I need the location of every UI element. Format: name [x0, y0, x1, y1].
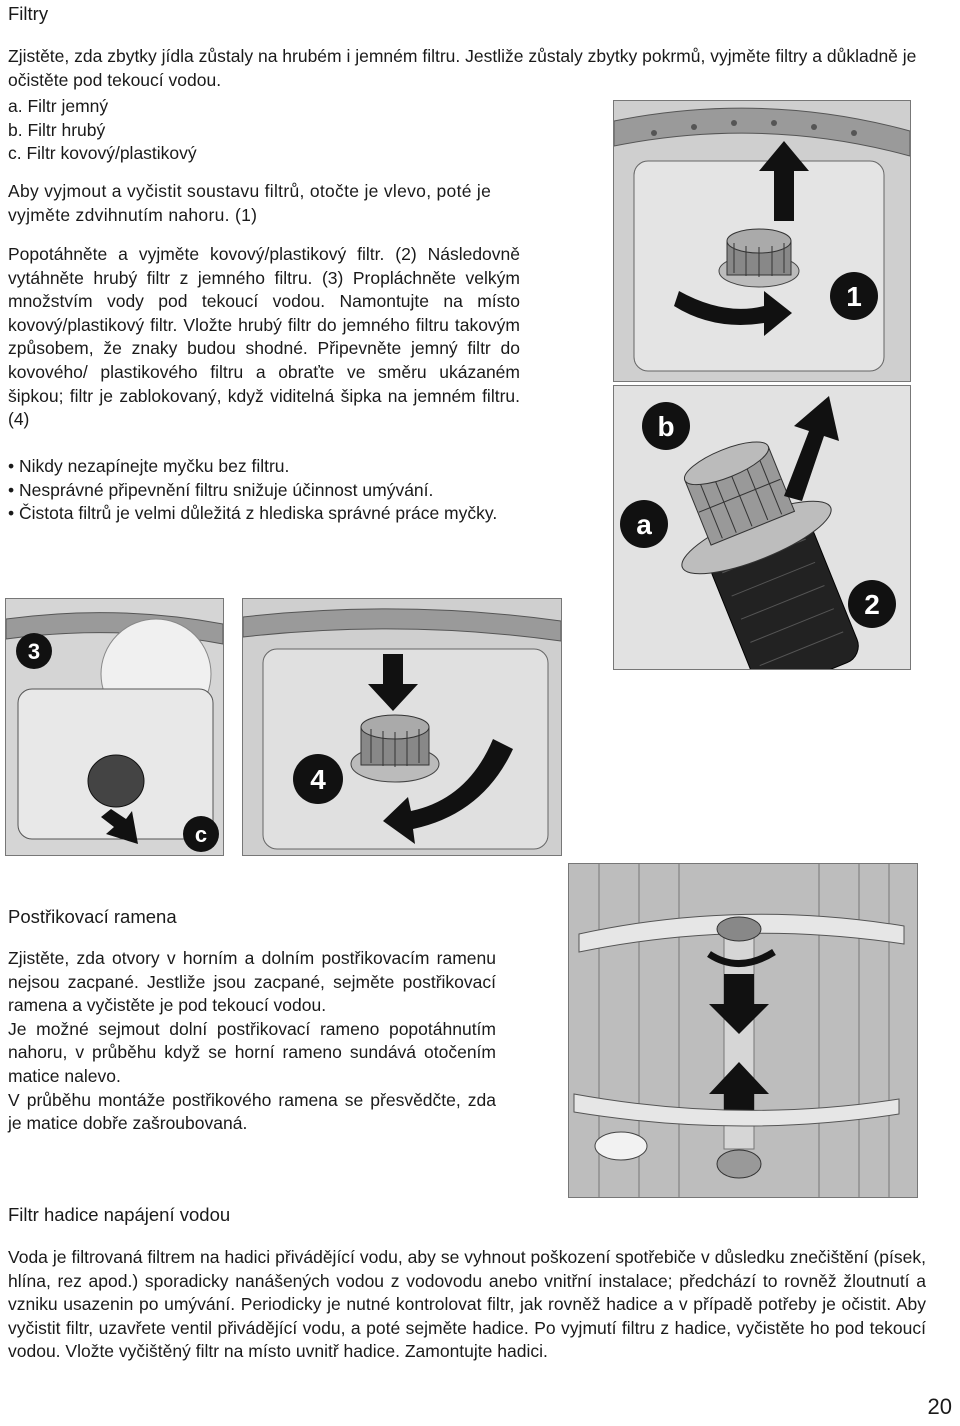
- section-title-hose-filter: Filtr hadice napájení vodou: [8, 1204, 231, 1225]
- filters-step: Následovně vytáhněte hrubý filtr z jemného filtru. (3): [8, 244, 520, 288]
- section-title-filters: Filtry: [8, 3, 49, 24]
- figure-filter-separate: [613, 385, 911, 670]
- filter-list-item: b. Filtr hrubý: [8, 119, 106, 140]
- filter-list-item: c. Filtr kovový/plastikový: [8, 143, 197, 164]
- filter-lock-illustration: [243, 599, 561, 855]
- figure-plate-filter: [5, 598, 224, 856]
- figure-spray-arms: [568, 863, 918, 1198]
- spray-arms-paragraph: V průběhu montáže postřikového ramena se přesvědčte, zda je matice dobře zašroubovaná.: [8, 1089, 496, 1134]
- bullet-item: • Nesprávné připevnění filtru snižuje účinnost umývání.: [8, 479, 528, 503]
- spray-arms-text: [8, 947, 496, 1136]
- figure-filter-lock: [242, 598, 562, 856]
- figure-filter-rotate: [613, 100, 911, 382]
- figure-letter-label: b: [657, 411, 675, 442]
- figure-letter-label: c: [194, 822, 208, 847]
- plate-filter-illustration: [6, 599, 223, 855]
- bullet-item: • Čistota filtrů je velmi důležitá z hlediska správné práce myčky.: [8, 502, 528, 526]
- figure-number-label: 3: [27, 639, 41, 664]
- filter-rotate-illustration: [614, 101, 910, 381]
- figure-letter-label: a: [636, 509, 652, 540]
- hose-filter-text: Voda je filtrovaná filtrem na hadici přivádějící vodu, aby se vyhnout poškození spotřebiče v důsledku znečištění (písek, hlína, rez apod.) sporadicky nanášených vodou z vodovodu anebo vnitřní instalace; předchází to rovněž žloutnutí a vzniku usazenin po umývání. Periodicky je nutné kontrolovat filtr, jak rovněž hadice a v případě potřeby je očistit. Aby vyčistit filtr, uzavřete ventil přivádějící vodu, a poté sejměte hadice. Po vyjmutí filtru z hadice, vyčistěte ho pod tekoucí vodou. Vložte vyčištěný filtr na místo uvnitř hadice. Zamontujte hadici.: [8, 1247, 926, 1362]
- figure-number-label: 1: [846, 281, 862, 312]
- page-number: 20: [927, 1394, 952, 1419]
- filters-steps: [8, 243, 520, 432]
- filters-step: Vložte hrubý filtr do jemného filtru takovým způsobem, že znaky budou shodné. Připevněte jemný filtr do kovového/ plastikového filtru a obraťte ve směru ukázaném šipkou; filtr je zablokovaný, když viditelná šipka na jemném filtru. (4): [8, 314, 521, 430]
- spray-arms-paragraph: Zjistěte, zda otvory v horním a dolním postřikovacím ramenu nejsou zacpané. Jestliže jsou zacpané, sejměte postřikovací ramena a vyčistěte je pod tekoucí vodou.: [8, 948, 496, 1016]
- spray-arms-paragraph: Je možné sejmout dolní postřikovací rameno popotáhnutím nahoru, v průběhu když se horní rameno sundává otočením matice nalevo.: [8, 1018, 496, 1086]
- filters-bullets: [8, 455, 528, 526]
- filters-step: Popotáhněte a vyjměte kovový/plastikový filtr. (2): [8, 244, 417, 264]
- spray-arms-illustration: [569, 864, 917, 1197]
- filter-separate-illustration: [614, 386, 910, 669]
- figure-number-label: 4: [310, 764, 326, 795]
- filter-list-item: a. Filtr jemný: [8, 96, 109, 116]
- filters-intro: Zjistěte, zda zbytky jídla zůstaly na hrubém i jemném filtru. Jestliže zůstaly zbytky pokrmů, vyjměte filtry a důkladně je očistěte pod tekoucí vodou.: [8, 46, 917, 90]
- filters-step: Propláchněte velkým množstvím vody pod tekoucí vodou. Namontujte na místo kovový/plastikový filtr.: [8, 267, 520, 335]
- section-title-spray-arms: Postřikovací ramena: [8, 906, 177, 927]
- figure-number-label: 2: [864, 589, 880, 620]
- filter-list: [8, 95, 197, 166]
- filters-step-1: Aby vyjmout a vyčistit soustavu filtrů, otočte je vlevo, poté je vyjměte zdvihnutím nahoru. (1): [8, 181, 492, 225]
- bullet-item: • Nikdy nezapínejte myčku bez filtru.: [8, 455, 528, 479]
